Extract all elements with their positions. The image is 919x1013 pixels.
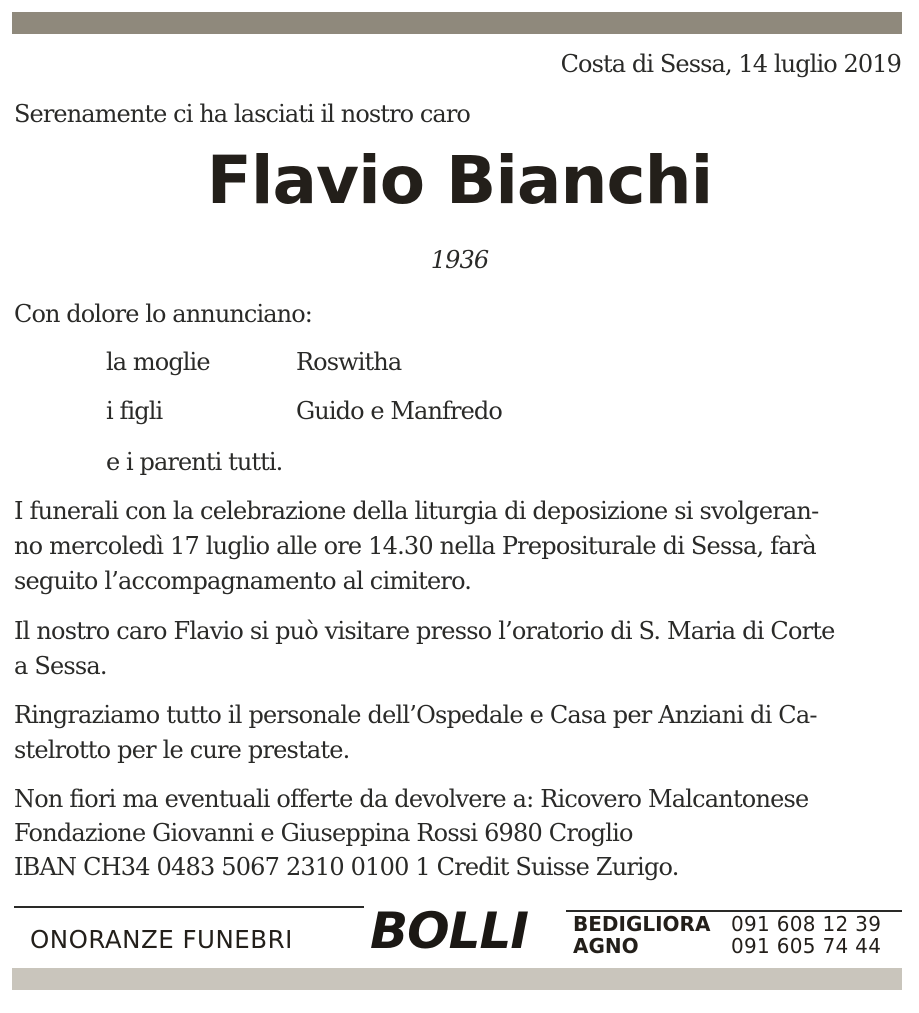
phone-number: 091 605 74 44	[731, 934, 882, 958]
deceased-name: Flavio Bianchi	[206, 142, 713, 219]
location-name: AGNO	[573, 934, 639, 958]
text-line: Il nostro caro Flavio si può visitare presso l’oratorio di S. Maria di Corte	[14, 617, 835, 645]
thanks-paragraph	[14, 698, 902, 768]
phone-number: 091 608 12 39	[731, 912, 882, 936]
text-line: stelrotto per le cure prestate.	[14, 736, 350, 764]
brand-logo: BOLLI	[370, 902, 528, 960]
relation-names: Roswitha	[296, 348, 402, 376]
bottom-decorative-bar	[12, 968, 902, 990]
announcement-intro: Con dolore lo annunciano:	[14, 300, 312, 328]
text-line: Fondazione Giovanni e Giuseppina Rossi 6980 Croglio	[14, 819, 633, 847]
relation-label: la moglie	[106, 348, 210, 376]
footer-divider-left	[14, 906, 364, 908]
text-line: no mercoledì 17 luglio alle ore 14.30 nella Prepositurale di Sessa, farà	[14, 532, 816, 560]
top-decorative-bar	[12, 12, 902, 34]
text-line: Non fiori ma eventuali offerte da devolvere a: Ricovero Malcantonese	[14, 785, 809, 813]
text-line: IBAN CH34 0483 5067 2310 0100 1 Credit Suisse Zurigo.	[14, 853, 679, 881]
relatives-closing: e i parenti tutti.	[106, 448, 283, 476]
relation-label: i figli	[106, 397, 163, 425]
visit-paragraph	[14, 614, 902, 684]
text-line: seguito l’accompagnamento al cimitero.	[14, 567, 472, 595]
location-name: BEDIGLIORA	[573, 912, 711, 936]
text-line: I funerali con la celebrazione della liturgia di deposizione si svolgeran-	[14, 497, 819, 525]
text-line: Ringraziamo tutto il personale dell’Ospedale e Casa per Anziani di Ca-	[14, 701, 817, 729]
funeral-services-label: ONORANZE FUNEBRI	[30, 925, 293, 954]
intro-text: Serenamente ci ha lasciati il nostro caro	[14, 100, 470, 128]
donations-paragraph	[14, 782, 902, 884]
place-date: Costa di Sessa, 14 luglio 2019	[560, 50, 901, 78]
text-line: a Sessa.	[14, 652, 107, 680]
relation-names: Guido e Manfredo	[296, 397, 502, 425]
birth-year: 1936	[430, 246, 489, 274]
funeral-paragraph	[14, 494, 902, 599]
